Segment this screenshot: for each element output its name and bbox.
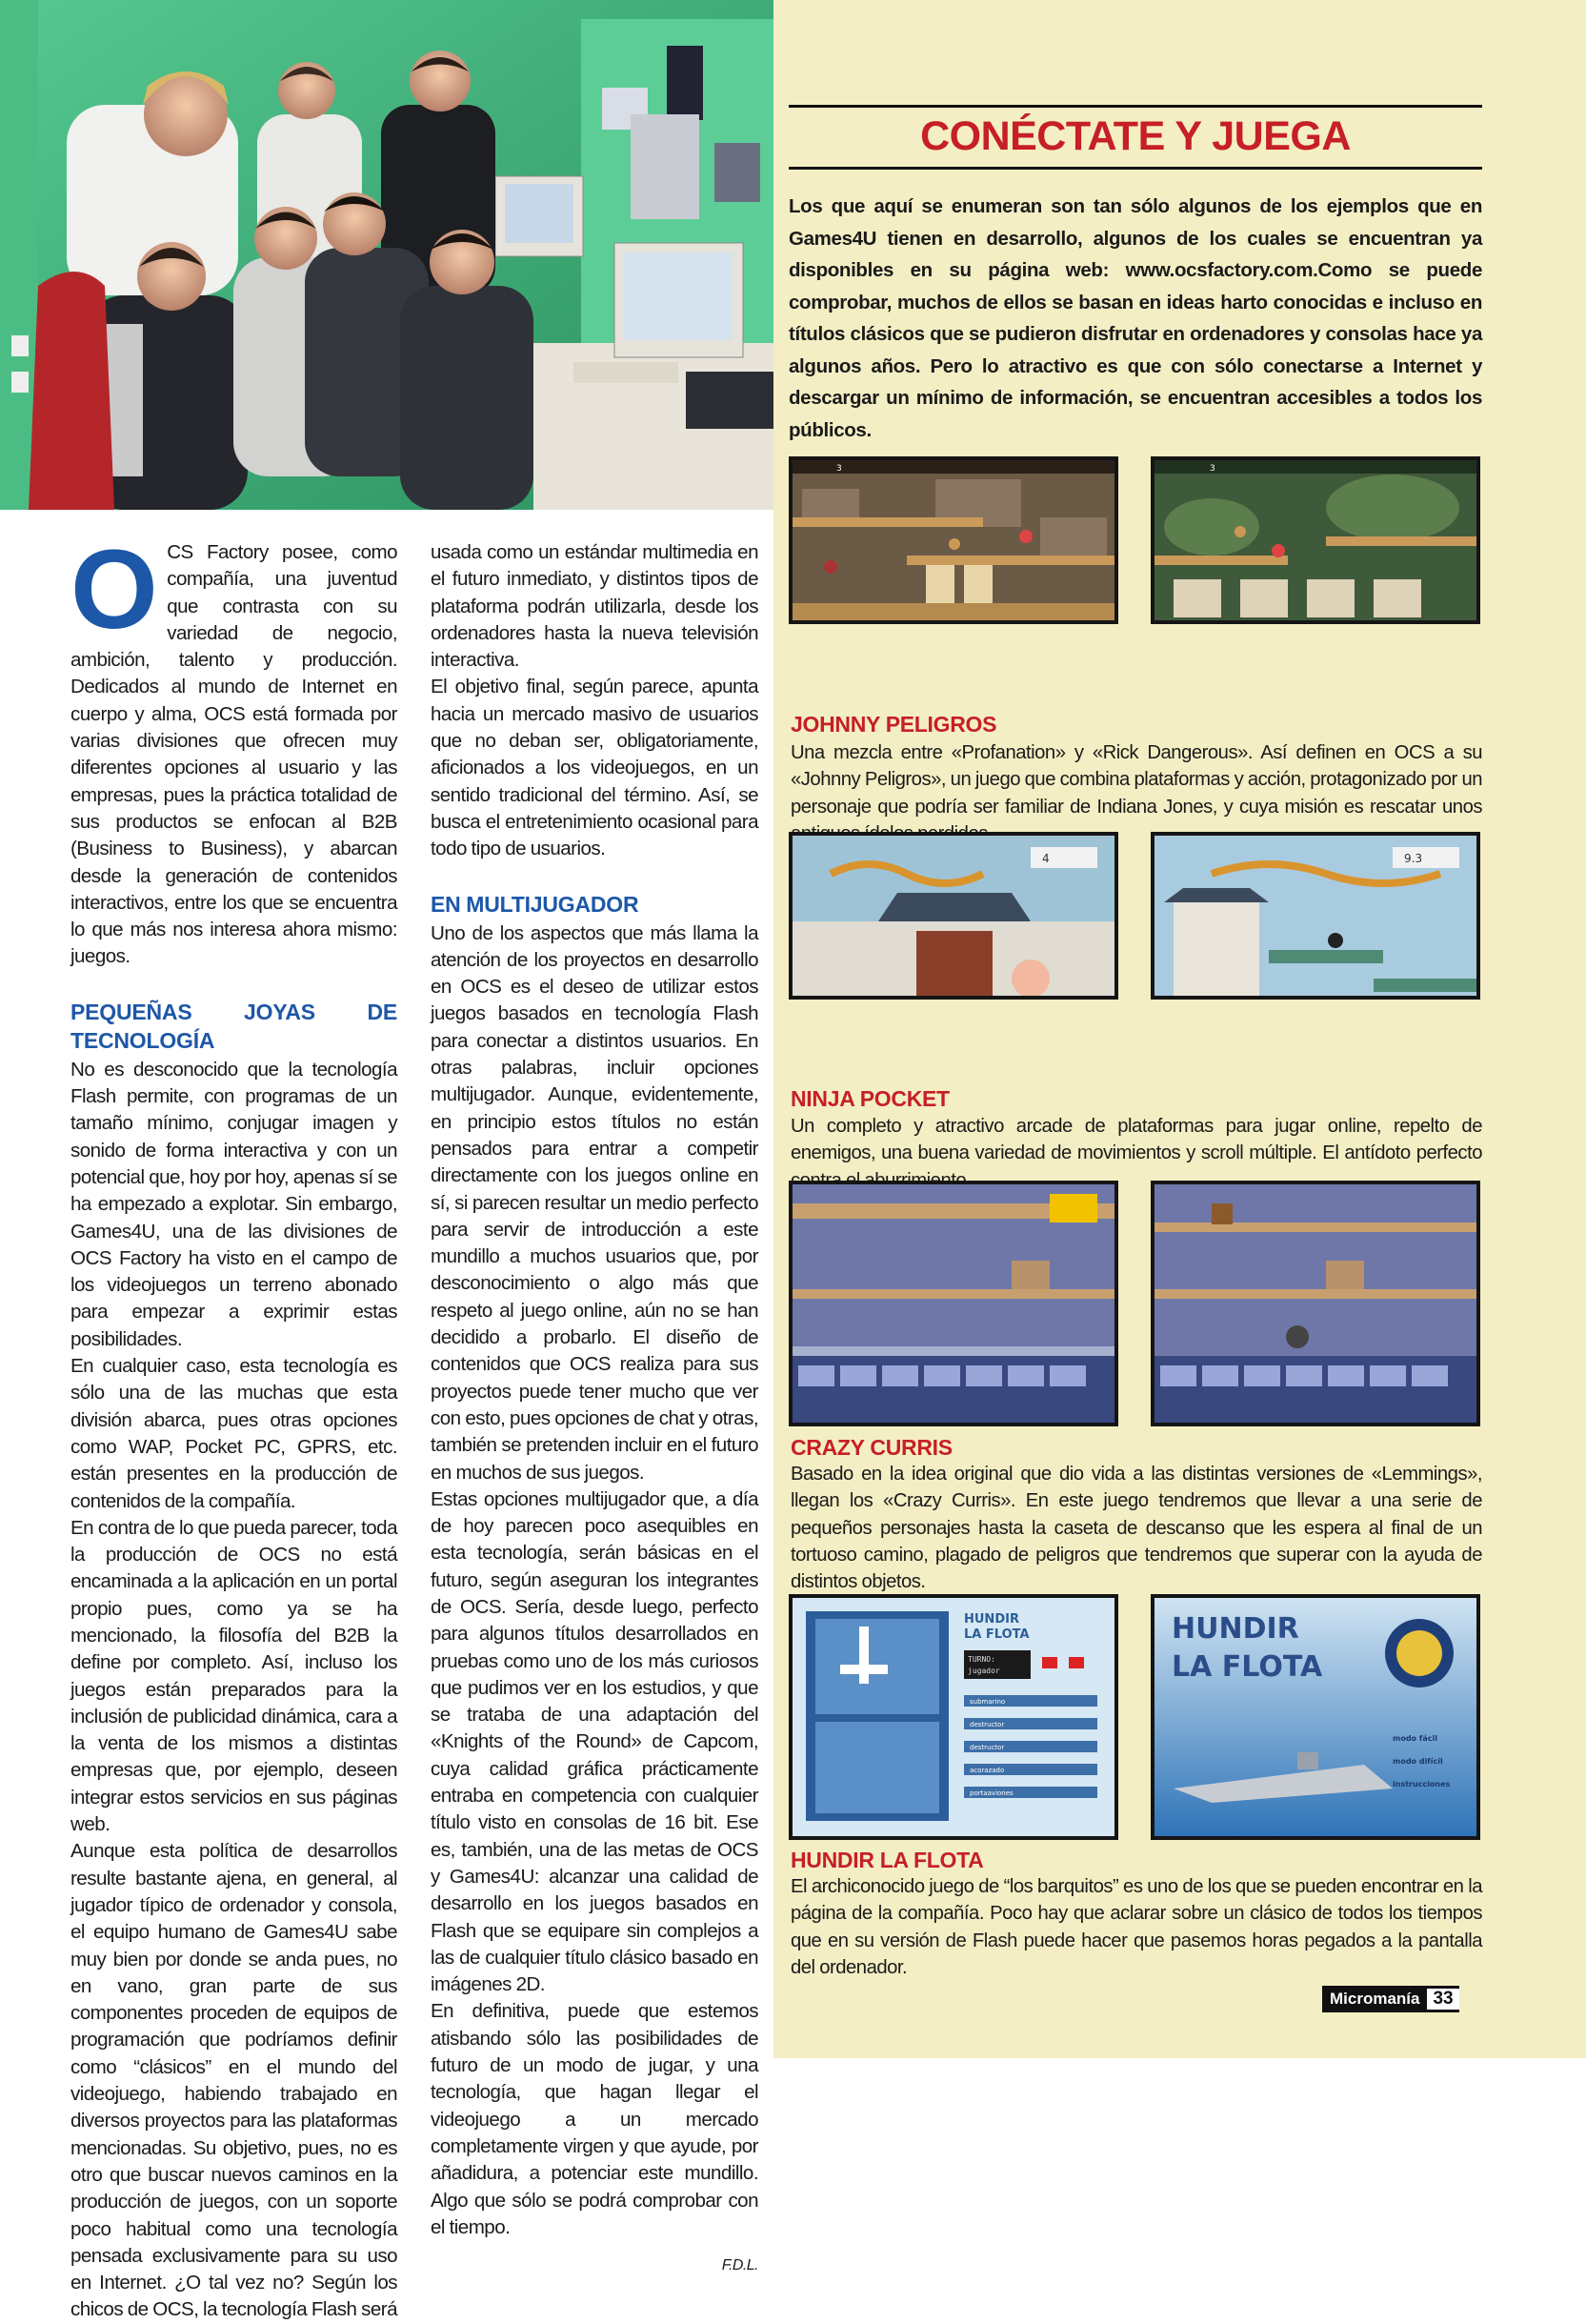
score-counter: 9.3	[1404, 852, 1423, 865]
johnny-peligros-screenshot-2	[1151, 456, 1480, 624]
title-rule-bottom	[789, 167, 1482, 170]
lives-counter: 3	[836, 464, 842, 474]
johnny-peligros-screenshot-1	[789, 456, 1118, 624]
lives-counter: 3	[1210, 464, 1215, 474]
paragraph: Estas opciones multijugador que, a día de hoy parecen poco asequibles en esta tecnología, serán básicas en el futuro, según aseguran los integrantes de OCS. Sería, desde luego, perfecto para algunos títulos desarrollados en pruebas como uno de los más curiosos que pudimos ver en los estudios, y que se trataba de una adaptación del «Knights of the Round» de Capcom, cuya calidad gráfica prácticamente entraba en competencia con cualquier título visto en consolas de 16 bit. Ese es, también, una de las metas de OCS y Games4U: alcanzar una calidad de desarrollo en los juegos basados en Flash que se equipare sin complejos a las de cualquier título clásico basado en imágenes 2D.	[431, 1487, 758, 1996]
page-folio	[1322, 1986, 1459, 2012]
game-title-crazy-curris: CRAZY CURRIS	[791, 1435, 953, 1460]
game-desc-hundir-la-flota: El archiconocido juego de “los barquitos” es uno de los que se pueden encontrar en la página de la compañía. Poco hay que aclarar sobre un clásico de todos los tiempos que en su versión de Flash puede hacer que pasemos horas pegados a la pantalla del ordenador.	[791, 1876, 1482, 1978]
page-number: 33	[1427, 1986, 1458, 2012]
game-desc-ninja-pocket: Un completo y atractivo arcade de plataformas para jugar online, repelto de enemigos, una buena variedad de movimientos y scroll múltiple. El antídoto perfecto	[791, 1116, 1482, 1164]
small-title-line-1: HUNDIR	[964, 1612, 1019, 1627]
paragraph: usada como un estándar multimedia en el futuro inmediato, y distintos tipos de plataforma podrán utilizarla, desde los ordenadores hasta la nueva televisión interactiva.	[431, 541, 758, 672]
game-title-johnny-peligros: JOHNNY PELIGROS	[791, 712, 997, 737]
paragraph: En contra de lo que pueda parecer, toda la producción de OCS no está encaminada a la aplicación en un portal propio pues, como ya se ha mencionado, la filosofía del B2B la define por completo. Así, incluso los juegos están preparados para la inclusión de publicidad dinámica, cara a la venta de los mismos a distintas empresas que, por ejemplo, deseen integrar estos servicios en sus páginas web.	[70, 1516, 397, 1836]
paragraph: No es desconocido que la tecnología Flash permite, con programas de un tamaño mínimo, conjugar imagen y sonido de forma interactiva y con un potencial que, hoy por hoy, apenas sí se ha empezado a explotar. Sin embargo, Games4U, una de las divisiones de OCS Factory ha visto en el campo de los videojuegos un terreno abonado para empezar a exprimir estas posibilidades.	[70, 1058, 397, 1350]
crazy-curris-screenshot-2	[1151, 1181, 1480, 1426]
turn-label: TURNO:	[968, 1655, 995, 1664]
section-heading: PEQUEÑAS JOYAS DE TECNOLOGÍA	[70, 999, 397, 1053]
intro-paragraph	[70, 527, 397, 971]
paragraph-text: CS Factory posee, como compañía, una juventud que contrasta con su variedad de negocio, ambición, talento y producción. Dedicados al mundo de Internet en cuerpo y alma, OCS está formada por varias divisiones que ofrecen muy diferentes opciones al usuario y las empresas, pues la práctica totalidad de sus productos se enfocan al B2B (Business to Business), y abarcan desde la generación de contenidos interactivos, entre los que se encuentra lo que más nos interesa ahora mismo: juegos.	[70, 541, 397, 968]
big-title-line-1: HUNDIR	[1172, 1612, 1299, 1646]
ninja-pocket-screenshot-1	[789, 832, 1118, 1000]
score-counter: 4	[1042, 852, 1050, 865]
turn-value: jugador	[968, 1667, 1000, 1675]
ninja-pocket-screenshot-2	[1151, 832, 1480, 1000]
hundir-la-flota-screenshot-1	[789, 1594, 1118, 1840]
paragraph: En definitiva, puede que estemos atisbando sólo las posibilidades de futuro de un modo de jugar, y una tecnología, que hagan llegar el videojuego a un mercado completamente virgen y que ayude, por añadidura, a potenciar este mundillo. Algo que sólo se podrá comprobar con el tiempo.	[431, 2000, 758, 2238]
article-column-1	[70, 527, 397, 2324]
menu-option: instrucciones	[1393, 1780, 1451, 1788]
ship-name: destructor	[970, 1744, 1005, 1751]
ship-name: destructor	[970, 1721, 1005, 1728]
menu-option: modo fácil	[1393, 1734, 1437, 1743]
game-desc-johnny-peligros: Una mezcla entre «Profanation» y «Rick Dangerous». Así definen en OCS a su «Johnny Peligros», un juego que combina plataformas y acción, protagonizado por un personaje que podría ser familiar de Indiana Jones, y cuya misión es rescatar unos	[791, 742, 1482, 818]
big-title-line-2: LA FLOTA	[1172, 1650, 1323, 1684]
game-title-ninja-pocket: NINJA POCKET	[791, 1086, 950, 1111]
paragraph: Aunque esta política de desarrollos resulte bastante ajena, en general, al jugador típico de ordenador y consola, el equipo humano de Games4U sabe muy bien por donde se anda pues, no en vano, gran parte de sus componentes proceden de equipos de programación que podríamos definir como “clásicos” en el mundo del videojuego, habiendo trabajado en diversos proyectos para las plataformas mencionadas. Su objetivo, pues, no es otro que buscar nuevos caminos en la producción de juegos, con un soporte poco habitual como una tecnología pensada exclusivamente para su uso en Internet. ¿O tal vez no? Según los chicos de OCS, la tecnología Flash será	[70, 1840, 397, 2321]
sidebar-title: CONÉCTATE Y JUEGA	[920, 113, 1351, 159]
small-title-line-2: LA FLOTA	[964, 1627, 1030, 1642]
team-photo-illustration	[0, 0, 773, 510]
crazy-curris-screenshot-1	[789, 1181, 1118, 1426]
ship-name: portaaviones	[970, 1789, 1014, 1797]
article-column-2	[431, 539, 758, 2279]
paragraph: Uno de los aspectos que más llama la atención de los proyectos en desarrollo en OCS es el deseo de utilizar estos juegos basados en tecnología Flash para conectar a distintos usuarios. En otras palabras, incluir opciones multijugador. Aunque, evidentemente, en principio estos títulos no están pensados para entrar a competir directamente con los juegos online en sí, si parecen resultar un medio perfecto para servir de introducción a este mundillo a muchos usuarios que, por desconocimiento o algo más que respeto al juego online, aún no se han decidido a probarlo. El diseño de contenidos que OCS realiza para sus proyectos puede tener mucho que ver con esto, pues opciones de chat y otras, también se pretenden incluir en el futuro en muchos de sus juegos.	[431, 921, 758, 1484]
magazine-name: Micromanía	[1322, 1986, 1427, 2012]
hundir-la-flota-screenshot-2	[1151, 1594, 1480, 1840]
sidebar-intro: Los que aquí se enumeran son tan sólo algunos de los ejemplos que en Games4U tienen en desarrollo, algunos de los cuales se encuentran ya disponibles en su página web: www.ocsfactory.com.Como se puede comprobar, muchos de ellos se basan en ideas harto conocidas e incluso en títulos clásicos que se pudieron disfrutar en ordenadores y consolas hace ya algunos años. Pero lo atractivo es que con sólo conectarse a Internet y descargar un mínimo de información, se encuentran accesibles a todos los públicos.	[789, 195, 1482, 441]
game-desc-crazy-curris: Basado en la idea original que dio vida a las distintas versiones de «Lemmings», llegan los «Crazy Curris». En este juego tendremos que llevar a una serie de pequeños personajes hasta la caseta de descanso que les espera al final de un tortuoso camino, plagado de peligros que tendremos que superar con la ayuda de distintos objetos.	[791, 1464, 1482, 1593]
ship-name: acorazado	[970, 1767, 1005, 1774]
drop-cap: O	[70, 527, 158, 653]
section-heading: EN MULTIJUGADOR	[431, 891, 639, 917]
author-signature: F.D.L.	[721, 2257, 758, 2274]
paragraph: En cualquier caso, esta tecnología es sólo una de las muchas que esta división abarca, pues otras opciones como WAP, Pocket PC, GPRS, etc. están presentes en la producción de contenidos de la compañía.	[70, 1355, 397, 1512]
game-title-hundir-la-flota: HUNDIR LA FLOTA	[791, 1848, 984, 1872]
team-photo	[0, 0, 773, 510]
paragraph: El objetivo final, según parece, apunta hacia un mercado masivo de usuarios que no deban ser, obligatoriamente, aficionados a los videojuegos, en un sentido tradicional del término. Así, se busca el entretenimiento ocasional para todo tipo de usuarios.	[431, 676, 758, 860]
menu-option: modo difícil	[1393, 1757, 1443, 1766]
ship-name: submarino	[970, 1698, 1006, 1706]
